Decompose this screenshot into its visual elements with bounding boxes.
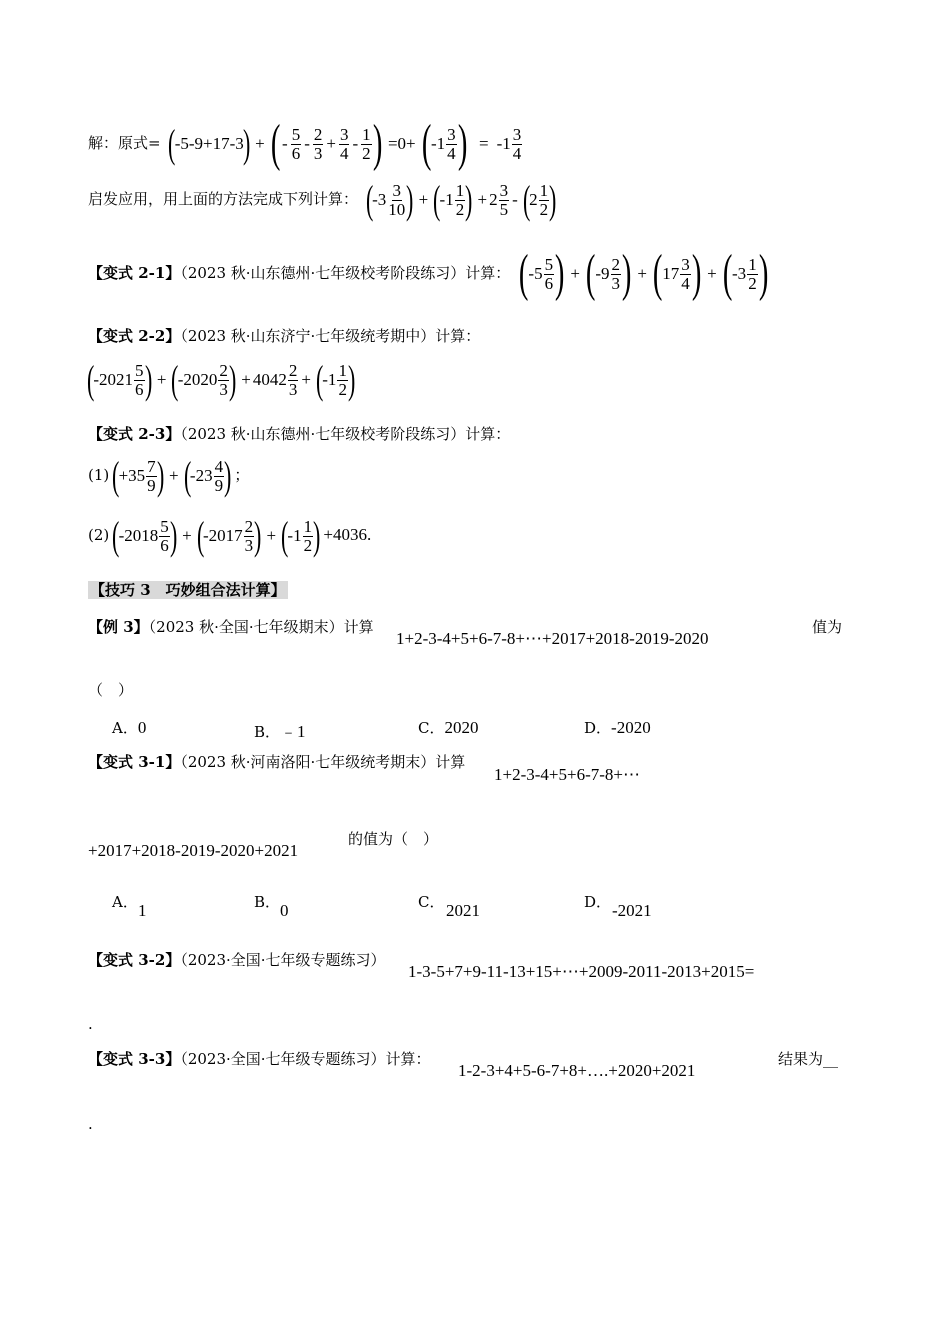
mixed-number: ( -1 $\frac{1}{2}$ ) — [430, 180, 475, 220]
fraction: $\frac{4}{9}$ — [214, 456, 224, 495]
variant-title: 【变式 3-1】 — [88, 753, 181, 771]
solution-line — [88, 118, 523, 170]
fraction: $\frac{5}{6}$ — [160, 516, 169, 555]
mixed-number: 2 $\frac{3}{5}$ — [489, 180, 509, 219]
apply-line — [88, 180, 559, 220]
fraction: $\frac{5}{6}$ — [291, 124, 301, 163]
variant-3-1-expression-2: +2017+2018-2019-2020+2021 — [88, 841, 299, 860]
example-3-blank: （ ） — [88, 681, 134, 699]
option-a-value[interactable]: 1 — [138, 901, 147, 920]
fraction: $\frac{2}{3}$ — [313, 124, 323, 163]
operator: + — [301, 370, 311, 389]
fraction: $\frac{7}{9}$ — [147, 456, 156, 495]
operator: + — [156, 370, 167, 389]
fraction: $\frac{3}{4}$ — [447, 124, 456, 163]
operator: - — [512, 190, 518, 209]
variant-source: （2023 秋·河南洛阳·七年级统考期末）计算 — [180, 753, 466, 771]
variant-2-2-expression-line — [84, 360, 358, 400]
option-c[interactable]: C． — [418, 893, 445, 911]
mixed-number: ( -2018 $\frac{5}{6}$ ) — [109, 516, 180, 556]
part-label: (2) — [88, 526, 110, 544]
fraction: $\frac{1}{2}$ — [303, 516, 313, 555]
variant-2-2-expression — [84, 360, 358, 400]
option-d[interactable]: D．-2020 — [584, 718, 651, 737]
example-source: （2023 秋·全国·七年级期末）计算 — [148, 618, 374, 636]
operator: + — [637, 264, 647, 283]
operator: + — [241, 370, 251, 389]
operator: + — [570, 264, 581, 283]
variant-title: 【变式 3-2】 — [88, 951, 181, 969]
mixed-number: ( -23 $\frac{4}{9}$ ) — [181, 456, 235, 496]
variant-source: （2023·全国·七年级专题练习） — [180, 951, 386, 969]
mixed-number: ( -1 $\frac{1}{2}$ ) — [278, 516, 323, 556]
fraction: $\frac{1}{2}$ — [455, 180, 465, 219]
group-paren-1: ( -5-9+17-3 ) — [165, 124, 253, 164]
fraction: $\frac{3}{10}$ — [388, 180, 406, 219]
operator: + — [477, 190, 488, 209]
variant-2-3-part-1: (1) ( +35 $\frac{7}{9}$ ) + ( -23 $\frac{4}{9}$ ) ； — [88, 456, 249, 496]
variant-2-3-part-2: (2) ( -2018 $\frac{5}{6}$ ) + ( -2017 $\frac{2}{3}$ ) + ( -1 $\frac{1}{2}$ ) +4036. — [88, 516, 371, 556]
mixed-term: ( -1 $\frac{3}{4}$ ) — [418, 118, 471, 170]
example-3 — [88, 617, 374, 637]
part-1-expression — [109, 456, 234, 496]
variant-3-2 — [88, 950, 386, 970]
option-a[interactable]: A．0 — [112, 718, 147, 737]
operator: + — [169, 466, 179, 485]
fraction: $\frac{1}{2}$ — [362, 124, 371, 163]
option-c[interactable]: C．2020 — [418, 718, 479, 737]
variant-3-3-tail: 结果为__ — [778, 1050, 839, 1068]
mixed-number: ( -2021 $\frac{5}{6}$ ) — [84, 360, 155, 400]
apply-expression — [363, 180, 560, 220]
mixed-number: ( +35 $\frac{7}{9}$ ) — [109, 456, 167, 496]
variant-2-1-expression — [515, 248, 772, 300]
fraction: $\frac{3}{5}$ — [499, 180, 509, 219]
mixed-number: ( -5 $\frac{5}{6}$ ) — [515, 248, 568, 300]
variant-title: 【变式 2-1】 — [88, 264, 181, 282]
fraction: $\frac{3}{4}$ — [339, 124, 349, 163]
example-title: 【例 3】 — [88, 618, 149, 636]
part-2-expression — [109, 516, 323, 556]
variant-3-3-end: . — [88, 1115, 93, 1133]
variant-title: 【变式 2-2】 — [88, 327, 181, 345]
option-b[interactable]: B．﹣1 — [254, 722, 306, 741]
variant-3-3 — [88, 1049, 431, 1069]
variant-3-1 — [88, 752, 465, 772]
operator: + — [418, 190, 429, 209]
fraction: $\frac{2}{3}$ — [244, 516, 254, 555]
option-b-value[interactable]: 0 — [280, 901, 289, 920]
example-3-expression: 1+2-3-4+5+6-7-8+⋯+2017+2018-2019-2020 — [396, 629, 709, 648]
fraction: $\frac{5}{6}$ — [544, 254, 554, 293]
part-label: (1) — [88, 466, 110, 484]
option-a[interactable]: A． — [112, 893, 138, 911]
variant-2-1 — [88, 248, 772, 300]
solution-expression: ( -5-9+17-3 ) + ( - $\frac{5}{6}$ - $\frac{2}{3}$ + $\frac{3}{4}$ - $\frac{1}{2}$ ) =0+ ( -1 $\frac{3}{4}$ ) = -1 $\frac{3}{4}$ — [165, 118, 523, 170]
mixed-number: ( -1 $\frac{1}{2}$ ) — [313, 360, 358, 400]
variant-3-2-expression: 1-3-5+7+9-11-13+15+⋯+2009-2011-2013+2015= — [408, 962, 755, 981]
operator: + — [707, 264, 717, 283]
variant-3-3-expression: 1-2-3+4+5-6-7+8+….+2020+2021 — [458, 1061, 696, 1080]
skill-3-heading: 【技巧 3 巧妙组合法计算】 — [90, 581, 286, 599]
fraction: $\frac{2}{3}$ — [288, 360, 298, 399]
fraction: $\frac{1}{2}$ — [748, 254, 757, 293]
variant-source: （2023 秋·山东德州·七年级校考阶段练习）计算： — [180, 264, 511, 282]
mixed-number: ( -9 $\frac{2}{3}$ ) — [582, 248, 635, 300]
solution-label: 解：原式= — [88, 134, 161, 152]
variant-2-2-header — [88, 326, 480, 346]
operator: + — [266, 526, 277, 545]
fraction: $\frac{3}{4}$ — [681, 254, 690, 293]
mixed-number: ( -2017 $\frac{2}{3}$ ) — [194, 516, 265, 556]
variant-3-2-end: . — [88, 1015, 93, 1033]
fraction: $\frac{1}{2}$ — [338, 360, 347, 399]
option-d-value[interactable]: -2021 — [612, 901, 652, 920]
fraction: $\frac{2}{3}$ — [611, 254, 621, 293]
fraction: $\frac{2}{3}$ — [219, 360, 228, 399]
fraction: $\frac{1}{2}$ — [539, 180, 549, 219]
option-c-value[interactable]: 2021 — [446, 901, 480, 920]
result-fraction: $\frac{3}{4}$ — [512, 124, 522, 163]
mixed-number: ( 2 $\frac{1}{2}$ ) — [520, 180, 560, 220]
variant-source: （2023 秋·山东德州·七年级校考阶段练习）计算： — [180, 425, 511, 443]
option-d[interactable]: D． — [584, 893, 612, 911]
variant-title: 【变式 2-3】 — [88, 425, 181, 443]
group-paren-2: ( - $\frac{5}{6}$ - $\frac{2}{3}$ + $\frac{3}{4}$ - $\frac{1}{2}$ ) — [267, 118, 386, 170]
variant-3-1-tail: 的值为（ ） — [348, 830, 439, 848]
mixed-number: ( -3 $\frac{1}{2}$ ) — [719, 248, 772, 300]
mixed-number: ( -3 $\frac{3}{10}$ ) — [363, 180, 417, 220]
mixed-number: ( -2020 $\frac{2}{3}$ ) — [168, 360, 239, 400]
variant-3-1-expression-1: 1+2-3-4+5+6-7-8+⋯ — [494, 765, 640, 784]
example-3-tail: 值为 — [812, 618, 843, 636]
variant-2-3-header — [88, 424, 510, 444]
apply-text: 启发应用，用上面的方法完成下列计算： — [88, 190, 359, 208]
option-b[interactable]: B． — [254, 893, 281, 911]
operator: + — [182, 526, 192, 545]
fraction: $\frac{5}{6}$ — [135, 360, 144, 399]
mixed-number: 4042 $\frac{2}{3}$ — [252, 360, 298, 399]
variant-title: 【变式 3-3】 — [88, 1050, 181, 1068]
variant-source: （2023 秋·山东济宁·七年级统考期中）计算： — [180, 327, 481, 345]
mixed-number: ( 17 $\frac{3}{4}$ ) — [649, 248, 705, 300]
variant-source: （2023·全国·七年级专题练习）计算： — [180, 1050, 431, 1068]
